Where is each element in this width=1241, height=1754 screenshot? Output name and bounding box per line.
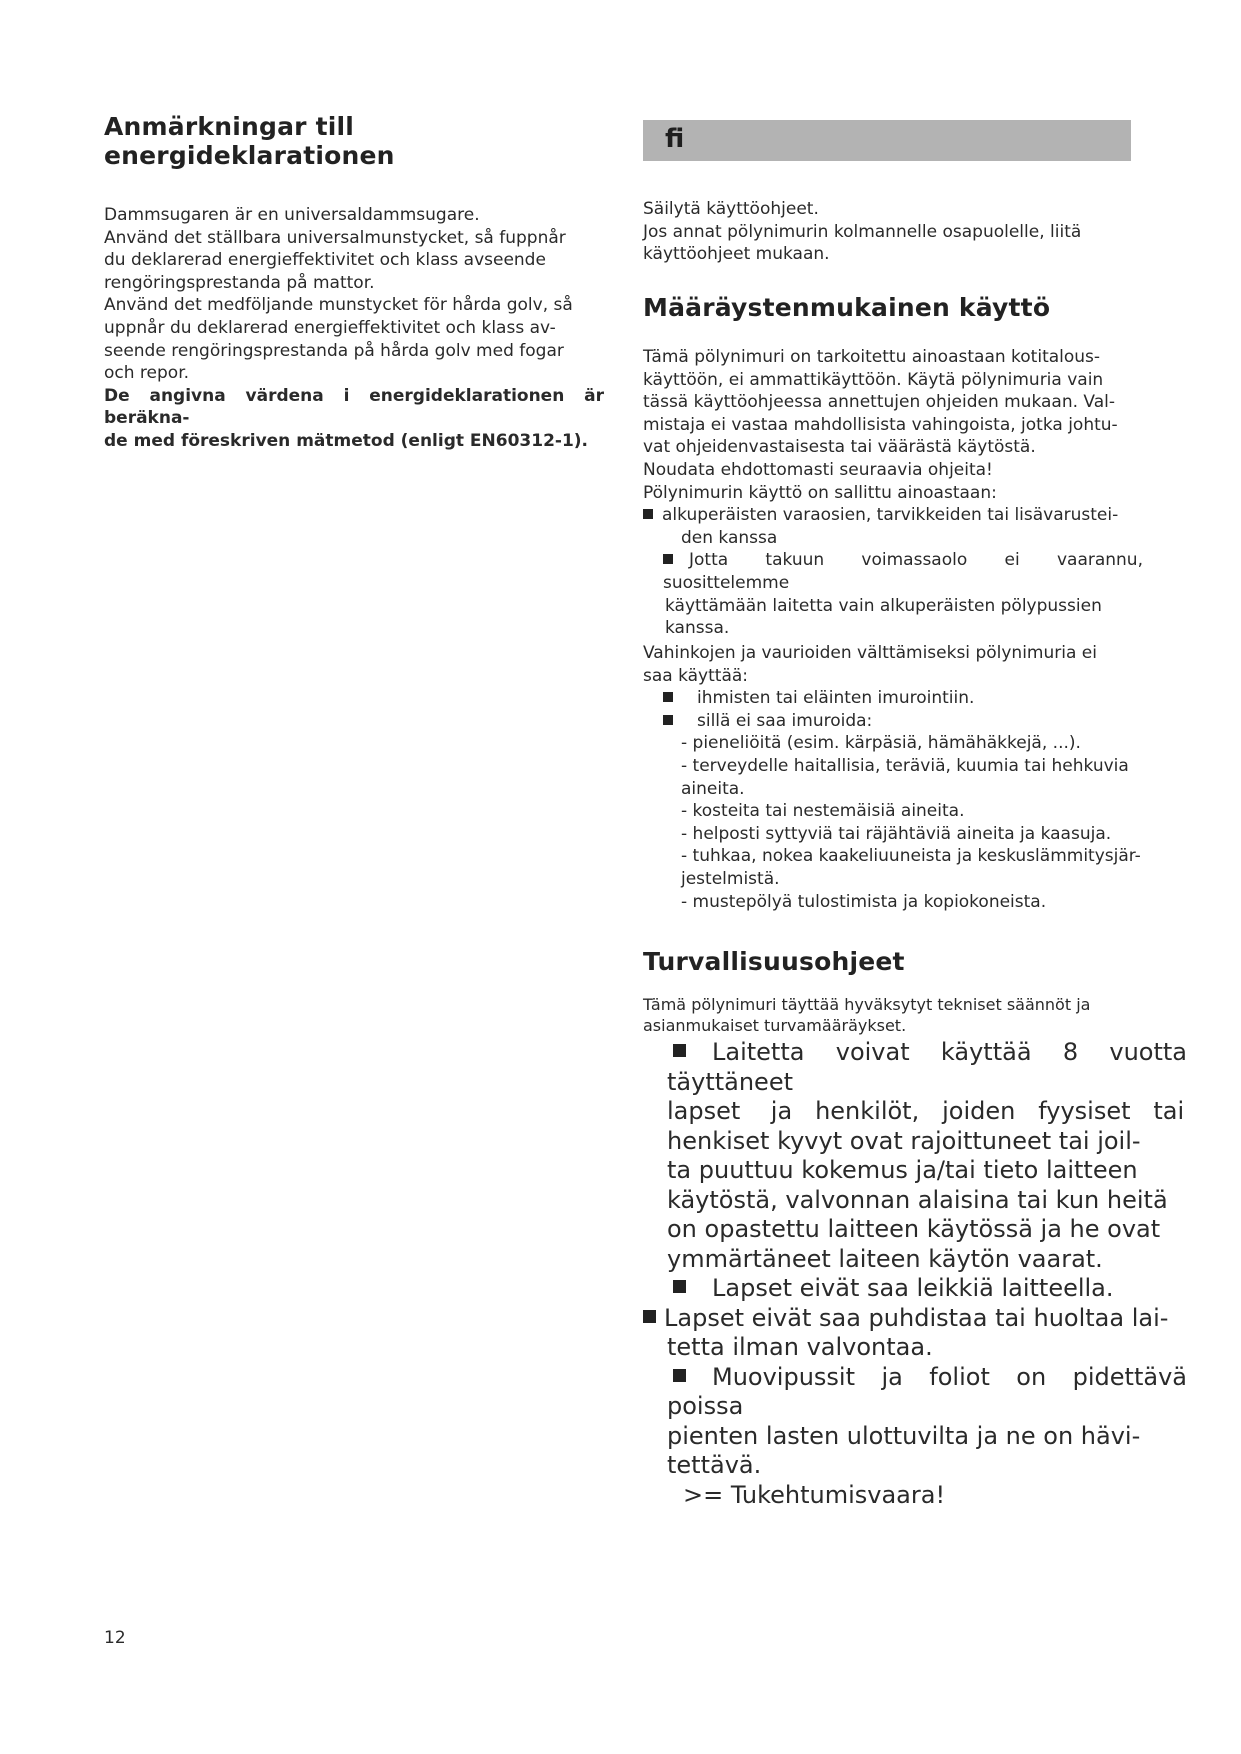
bold-text-line: De angivna värdena i energideklarationen är beräkna- (104, 385, 604, 429)
list-item: alkuperäisten varaosien, tarvikkeiden tai lisävarustei- (643, 504, 1143, 527)
text-line: kanssa. (665, 618, 730, 639)
text-line: den kanssa (681, 527, 778, 548)
text-line: Vahinkojen ja vaurioiden välttämiseksi pölynimuria ei (643, 643, 1097, 663)
text-line: saa käyttää: (643, 665, 749, 686)
language-code: fi (665, 124, 685, 154)
text-line: pienten lasten ulottuvilta ja ne on hävi- (667, 1421, 1141, 1450)
text-line: Använd det ställbara universalmunstycket, så fuppnår (104, 227, 566, 248)
text-line: tettävä. (667, 1451, 762, 1479)
text-line: du deklarerad energieffektivitet och klass avseende (104, 250, 546, 271)
text-line: käyttöohjeet mukaan. (643, 244, 830, 265)
list-item: Jotta takuun voimassaolo ei vaarannu, suosittelemme (663, 550, 1143, 593)
text-line: aineita. (681, 778, 745, 799)
bold-text-line: de med föreskriven mätmetod (enligt EN60312-1). (104, 430, 589, 451)
text-line: mistaja ei vastaa mahdollisista vahingoista, jotka johtu- (643, 414, 1118, 435)
text-line: Tämä pölynimuri täyttää hyväksytyt tekniset säännöt ja (643, 995, 1091, 1014)
intended-use-heading: Määräystenmukainen käyttö (643, 293, 1051, 322)
text-line: asianmukaiset turvamääräykset. (643, 1016, 907, 1035)
dash-item: - kosteita tai nestemäisiä aineita. (681, 801, 965, 822)
page-number: 12 (104, 1628, 126, 1648)
text-line: käyttämään laitetta vain alkuperäisten pölypussien (665, 595, 1102, 616)
text-line: tetta ilman valvontaa. (667, 1333, 933, 1361)
text-line: Jos annat pölynimurin kolmannelle osapuolelle, liitä (643, 221, 1082, 242)
list-item: sillä ei saa imuroida: (643, 710, 1143, 733)
bullet-square-icon (673, 1044, 686, 1057)
text-line: uppnår du deklarerad energieffektivitet och klass av- (104, 317, 556, 338)
text-line: henkiset kyvyt ovat rajoittuneet tai joil- (667, 1126, 1141, 1155)
text-line: ta puuttuu kokemus ja/tai tieto laitteen (667, 1156, 1138, 1184)
list-item: Laitetta voivat käyttää 8 vuotta täyttäneet (667, 1038, 1187, 1096)
text-line: ymmärtäneet laiteen käytön vaarat. (667, 1244, 1103, 1273)
energy-label-heading: Anmärkningar till energideklarationen (104, 112, 395, 170)
text-line: vat ohjeidenvastaisesta tai väärästä käytöstä. (643, 437, 1036, 458)
swedish-section (104, 112, 604, 453)
text-line: Tämä pölynimuri on tarkoitettu ainoastaan kotitalous- (643, 347, 1101, 367)
text-line: Använd det medföljande munstycket för hårda golv, så (104, 295, 573, 316)
list-item: Muovipussit ja foliot on pidettävä poissa (667, 1362, 1187, 1420)
text-line: tässä käyttöohjeessa annettujen ohjeiden mukaan. Val- (643, 392, 1116, 413)
dash-item: - helposti syttyviä tai räjähtäviä aineita ja kaasuja. (681, 823, 1112, 844)
dash-item: - pieneliöitä (esim. kärpäsiä, hämähäkkejä, ...). (681, 733, 1081, 754)
safety-list (643, 1036, 1187, 1510)
language-tab (643, 120, 1131, 161)
text-line: on opastettu laitteen käytössä ja he ovat (667, 1215, 1161, 1243)
text-line: och repor. (104, 363, 190, 384)
list-item: Lapset eivät saa puhdistaa tai huoltaa lai- (643, 1304, 1187, 1334)
bullet-square-icon (673, 1369, 686, 1382)
text-line: seende rengöringsprestanda på hårda golv med fogar (104, 340, 564, 361)
bullet-square-icon (673, 1280, 686, 1293)
bullet-square-icon (643, 1310, 656, 1323)
dash-item: - mustepölyä tulostimista ja kopiokoneista. (681, 891, 1047, 912)
bullet-square-icon (663, 692, 673, 702)
text-line: Pölynimurin käyttö on sallittu ainoastaan: (643, 482, 997, 503)
text-line: rengöringsprestanda på mattor. (104, 272, 375, 293)
text-line: Noudata ehdottomasti seuraavia ohjeita! (643, 459, 993, 480)
intended-use-section (643, 293, 1143, 640)
damage-prevention-section (643, 642, 1143, 913)
bullet-square-icon (663, 554, 673, 564)
dash-item: - terveydelle haitallisia, teräviä, kuumia tai hehkuvia (681, 755, 1129, 776)
list-item: ihmisten tai eläinten imurointiin. (643, 687, 1143, 710)
text-line: Säilytä käyttöohjeet. (643, 199, 819, 219)
bullet-square-icon (643, 509, 653, 519)
text-line: käytöstä, valvonnan alaisina tai kun heitä (667, 1185, 1168, 1214)
intro-block (643, 198, 1143, 266)
text-line: käyttöön, ei ammattikäyttöön. Käytä pölynimuria vain (643, 369, 1104, 390)
bullet-square-icon (663, 715, 673, 725)
text-line: jestelmistä. (681, 868, 780, 889)
text-line: lapset ja henkilöt, joiden fyysiset tai (667, 1097, 1185, 1125)
safety-heading: Turvallisuusohjeet (643, 947, 905, 976)
text-line: Dammsugaren är en universaldammsugare. (104, 205, 480, 225)
warning-text: >= Tukehtumisvaara! (683, 1480, 946, 1509)
safety-section (643, 947, 1193, 1510)
list-item: Lapset eivät saa leikkiä laitteella. (667, 1274, 1187, 1304)
dash-item: - tuhkaa, nokea kaakeliuuneista ja keskuslämmitysjär- (681, 846, 1141, 867)
